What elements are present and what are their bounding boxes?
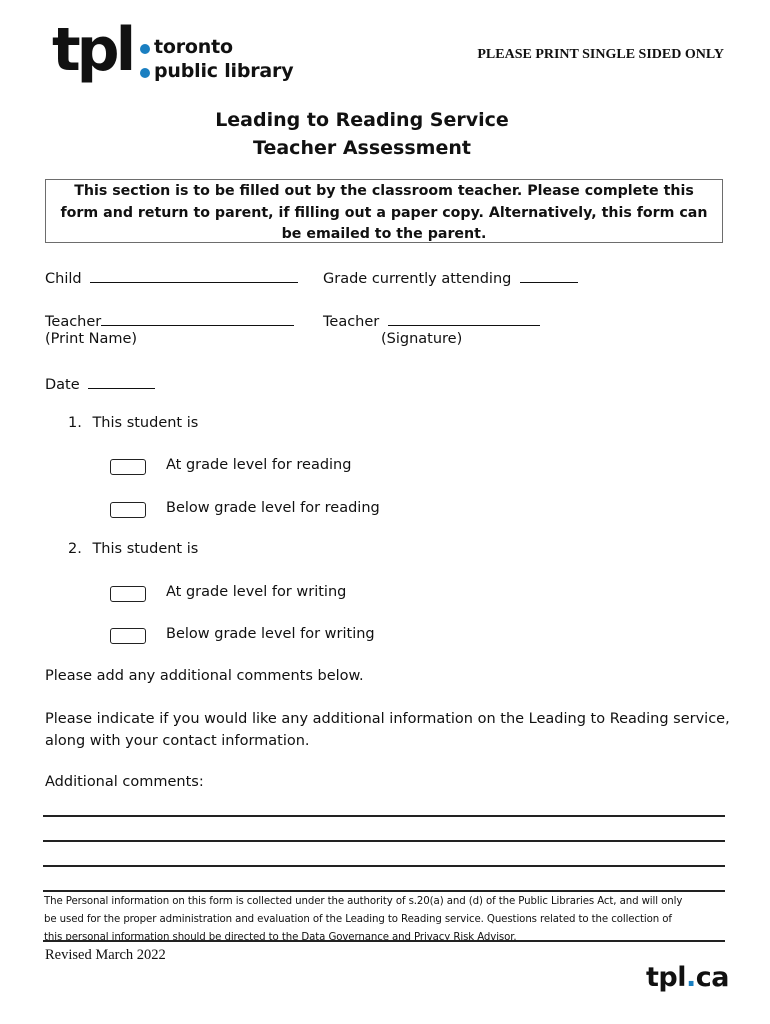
- teacher-name-input-line[interactable]: [101, 310, 294, 326]
- child-input-line[interactable]: [90, 267, 298, 283]
- form-title: Leading to Reading Service: [215, 109, 509, 131]
- comment-line[interactable]: [43, 840, 725, 842]
- grade-label: Grade currently attending: [323, 271, 512, 287]
- question-text: This student is: [92, 541, 199, 557]
- comment-line[interactable]: [43, 865, 725, 867]
- logo-dot-icon: [140, 68, 150, 78]
- reading-at-grade-label: At grade level for reading: [166, 457, 352, 473]
- instructions-line: form and return to parent, if filling out a paper copy. Alternatively, this form can: [60, 204, 708, 221]
- writing-at-grade-checkbox[interactable]: [110, 586, 146, 602]
- privacy-line: The Personal information on this form is collected under the authority of s.20(a) and (d) of the Public Libraries Act, and will only: [44, 896, 683, 907]
- instructions-box: [45, 179, 723, 243]
- site-name: tpl: [646, 962, 686, 993]
- date-input-line[interactable]: [88, 373, 155, 389]
- reading-below-grade-label: Below grade level for reading: [166, 500, 380, 516]
- writing-below-grade-checkbox[interactable]: [110, 628, 146, 644]
- comments-prompt: Please add any additional comments below.: [45, 668, 364, 684]
- question-number: 1.: [68, 415, 82, 431]
- grade-field[interactable]: [323, 267, 578, 287]
- site-dot: .: [686, 962, 696, 993]
- logo-mark: tpl: [52, 15, 133, 85]
- privacy-notice: [44, 893, 734, 947]
- teacher-signature-input-line[interactable]: [388, 310, 540, 326]
- child-label: Child: [45, 271, 82, 287]
- question-text: This student is: [92, 415, 199, 431]
- privacy-line: this personal information should be directed to the Data Governance and Privacy Risk Advisor.: [44, 932, 517, 943]
- teacher-signature-field[interactable]: [323, 310, 540, 330]
- date-label: Date: [45, 377, 80, 393]
- logo-line-toronto: toronto: [154, 36, 233, 58]
- form-subtitle: Teacher Assessment: [253, 137, 471, 159]
- revision-date: Revised March 2022: [45, 947, 166, 963]
- comment-line[interactable]: [43, 815, 725, 817]
- logo-line-public-library: public library: [154, 60, 294, 82]
- teacher-signature-label: Teacher: [323, 314, 380, 330]
- site-tld: ca: [695, 962, 729, 993]
- instructions-line: This section is to be filled out by the classroom teacher. Please complete this: [74, 183, 694, 199]
- print-note: PLEASE PRINT SINGLE SIDED ONLY: [477, 47, 724, 62]
- teacher-signature-sublabel: (Signature): [381, 331, 463, 347]
- logo-dot-icon: [140, 44, 150, 54]
- reading-below-grade-checkbox[interactable]: [110, 502, 146, 518]
- info-request-line: along with your contact information.: [45, 733, 310, 749]
- writing-below-grade-label: Below grade level for writing: [166, 626, 375, 642]
- additional-comments-label: Additional comments:: [45, 774, 204, 790]
- question-1: [68, 415, 198, 431]
- writing-at-grade-label: At grade level for writing: [166, 584, 347, 600]
- reading-at-grade-checkbox[interactable]: [110, 459, 146, 475]
- tpl-logo: [52, 15, 294, 94]
- privacy-line: be used for the proper administration and evaluation of the Leading to Reading service. Questions related to the collection of: [44, 914, 672, 925]
- info-request-line: Please indicate if you would like any additional information on the Leading to Reading service,: [45, 711, 730, 727]
- teacher-name-sublabel: (Print Name): [45, 331, 138, 347]
- child-field[interactable]: [45, 267, 298, 287]
- teacher-name-field[interactable]: [45, 310, 294, 330]
- site-url: [646, 962, 729, 993]
- divider: [43, 940, 725, 942]
- question-number: 2.: [68, 541, 82, 557]
- date-field[interactable]: [45, 373, 155, 393]
- question-2: [68, 541, 198, 557]
- divider: [43, 890, 725, 892]
- instructions-line: be emailed to the parent.: [281, 226, 487, 242]
- grade-input-line[interactable]: [520, 267, 578, 283]
- teacher-name-label: Teacher: [45, 314, 102, 330]
